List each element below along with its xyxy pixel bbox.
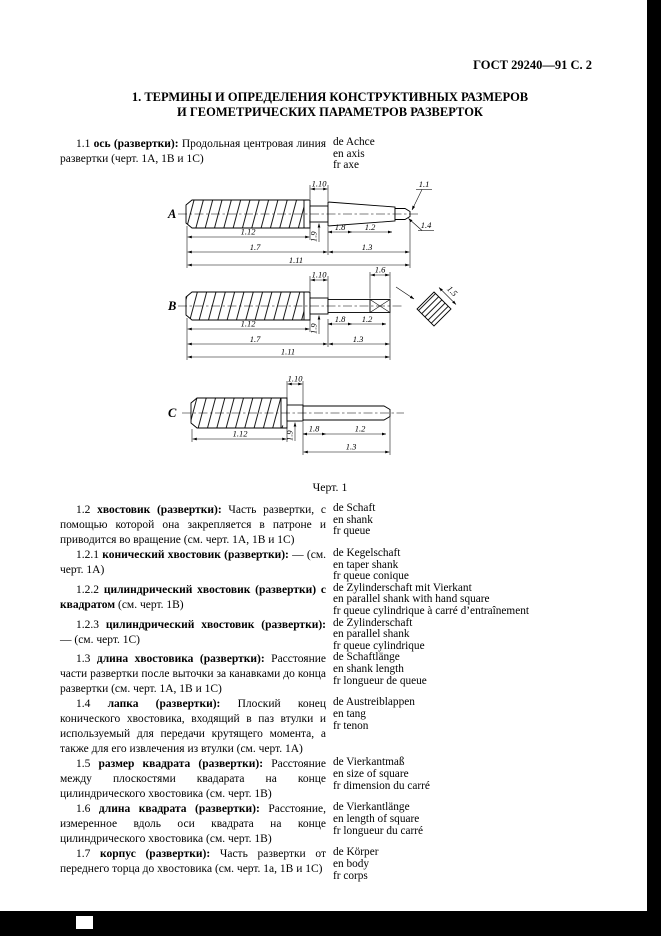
translation-fr: fr queue cylindrique à carré d’entraînement	[333, 604, 530, 617]
term-definition: — (см. черт. 1С)	[60, 633, 140, 646]
dim-b-1-2	[352, 314, 386, 324]
dim-label: 1.11	[280, 346, 296, 357]
reamer-c-plain-band	[281, 399, 286, 426]
dim-label: 1.2	[364, 222, 376, 232]
dim-label: 1.10	[311, 269, 327, 280]
dim-c-1-12	[192, 428, 287, 442]
term-translations	[333, 697, 600, 732]
term-name: хвостовик (развертки):	[97, 504, 222, 516]
scan-edge-bottom	[0, 911, 661, 936]
dim-label: 1.1	[418, 180, 430, 189]
term-translations	[333, 652, 600, 687]
dim-label: 1.12	[240, 318, 256, 329]
translation-de: de Achce	[333, 136, 375, 148]
term-definition: Расстояние части развертки после выточки за канавками до конца развертки (см. черт. 1А, 1В и 1С)	[60, 653, 326, 696]
term-definition: Расстояние между плоскостями квадарата на конце цилиндрического хвостовика (см. черт. 1В)	[60, 758, 327, 801]
dim-a-1-10	[310, 180, 328, 201]
term-definition: Продольная центровая линия развертки (черт. 1А, 1В и 1С)	[60, 138, 327, 165]
term-translations	[333, 802, 600, 837]
dim-label: 1.5	[445, 283, 460, 299]
reamer-view-b	[167, 265, 460, 361]
translation-de: de Körper	[333, 846, 379, 859]
term-name: корпус (развертки):	[100, 848, 211, 861]
term-translations	[333, 757, 600, 792]
term-name: цилиндрический хвостовик (развертки):	[105, 618, 326, 631]
term-name: лапка (развертки):	[107, 698, 221, 711]
term-translations	[333, 503, 600, 538]
dim-label: 1.2	[354, 423, 366, 434]
translation-de: de Vierkantlänge	[333, 801, 410, 814]
translation-de: de Austreiblappen	[333, 696, 415, 709]
square-section-detail	[417, 292, 451, 326]
dim-label: 1.6	[374, 264, 386, 275]
term-name: размер квадрата (развертки):	[98, 758, 264, 771]
term-text	[60, 697, 326, 757]
figure-1	[158, 180, 460, 467]
term-text	[60, 618, 326, 648]
term-text	[60, 652, 326, 697]
view-label-b: B	[168, 299, 177, 313]
term-number: 1.1	[76, 138, 91, 150]
term-definition: Плоский конец конического хвостовика, входящий в паз втулки и используемый для передачи крутящего момента, а также для его извлечения из втулки (см. черт. 1А)	[60, 698, 327, 756]
dim-label: 1.7	[249, 334, 261, 344]
dim-label: 1.9	[308, 231, 319, 242]
dim-label: 1.12	[232, 428, 248, 439]
dim-label: 1.9	[284, 430, 295, 441]
translation-en: en size of square	[333, 767, 409, 780]
dim-a-1-4	[409, 219, 435, 231]
term-text	[60, 548, 326, 578]
term-text	[60, 802, 326, 847]
translation-en: en length of square	[333, 812, 420, 825]
translation-de: de Kegelschaft	[333, 547, 401, 559]
term-definition: (см. черт. 1В)	[118, 598, 184, 611]
term-item-1-1	[60, 137, 600, 172]
dim-label: 1.12	[240, 226, 256, 237]
term-name: конический хвостовик (развертки):	[102, 549, 289, 561]
terms-list	[60, 503, 600, 882]
dim-label: 1.8	[334, 222, 346, 232]
dim-b-1-11	[188, 347, 390, 358]
dim-c-1-10	[287, 374, 303, 406]
term-item-1-4	[60, 697, 600, 757]
dim-a-1-7	[188, 227, 328, 255]
dim-label: 1.4	[420, 220, 432, 230]
dim-b-1-10	[310, 270, 328, 299]
translation-fr: fr queue cylindrique	[333, 639, 425, 652]
term-1-1-block	[60, 137, 600, 172]
term-item-1-2	[60, 503, 600, 548]
term-translations	[333, 548, 600, 583]
dim-label: 1.9	[308, 323, 319, 334]
translation-en: en parallel shank with hand square	[333, 593, 490, 606]
term-translations	[333, 583, 600, 618]
term-item-1-6	[60, 802, 600, 847]
term-number: 1.2.1	[76, 549, 99, 561]
dim-label: 1.11	[288, 255, 304, 265]
translation-fr: fr tenon	[333, 719, 369, 732]
translation-en: en body	[333, 857, 370, 870]
dim-label: 1.2	[361, 314, 373, 324]
dim-label: 1.3	[345, 441, 357, 452]
scan-edge-right	[647, 0, 661, 936]
translation-de: de Zylinderschaft mit Vierkant	[333, 581, 472, 594]
reamer-view-c	[168, 374, 404, 456]
term-name: ось (развертки):	[93, 138, 179, 150]
term-text	[60, 137, 326, 167]
translation-fr: fr queue	[333, 525, 371, 538]
term-text	[60, 847, 326, 877]
term-definition: Часть развертки от переднего торца до хвостовика (см. черт. 1а, 1В и 1С)	[60, 848, 327, 876]
dim-label: 1.10	[311, 180, 327, 189]
figure-1-drawing	[158, 180, 460, 462]
term-name: цилиндрический хвостовик (развертки) с квадратом	[60, 583, 326, 611]
dim-label: 1.8	[334, 314, 346, 324]
dim-b-1-6	[370, 265, 390, 299]
term-item-1-3	[60, 652, 600, 697]
dim-label: 1.8	[308, 423, 320, 434]
dim-label: 1.7	[249, 242, 261, 252]
term-item-1-2-1	[60, 548, 600, 583]
term-definition: — (см. черт. 1А)	[60, 549, 326, 576]
translation-fr: fr longueur de queue	[333, 674, 427, 687]
term-number: 1.2.3	[76, 618, 99, 631]
translation-fr: fr longueur du carré	[333, 824, 424, 837]
reamer-view-a	[167, 180, 434, 268]
dim-c-1-2	[326, 424, 386, 435]
dim-label: 1.3	[352, 334, 364, 344]
figure-caption: Черт. 1	[312, 480, 348, 494]
translation-en: en shank	[333, 513, 373, 526]
term-number: 1.2	[76, 504, 91, 516]
translation-en: en tang	[333, 707, 366, 720]
view-label-a: A	[168, 207, 177, 221]
translation-en: en taper shank	[333, 558, 399, 571]
term-number: 1.6	[76, 803, 91, 816]
term-text	[60, 757, 326, 802]
section-title	[60, 90, 600, 120]
section-title-line1: 1. ТЕРМИНЫ И ОПРЕДЕЛЕНИЯ КОНСТРУКТИВНЫХ РАЗМЕРОВ	[131, 90, 529, 104]
term-name: длина хвостовика (развертки):	[96, 653, 265, 666]
translation-fr: fr dimension du carré	[333, 779, 430, 792]
scan-edge-notch	[76, 916, 93, 929]
term-text	[60, 503, 326, 548]
term-item-1-2-3	[60, 618, 600, 653]
view-label-c: C	[168, 406, 177, 420]
translation-en: en parallel shank	[333, 628, 410, 641]
term-translations	[333, 137, 600, 172]
term-text	[60, 583, 326, 613]
translation-en: en axis	[333, 147, 365, 160]
term-definition: Часть развертки, с помощью которой она закрепляется в патроне и приводится во вращение (см. черт. 1А, 1В и 1С)	[60, 504, 326, 546]
translation-fr: fr corps	[333, 869, 368, 882]
section-title-line2: И ГЕОМЕТРИЧЕСКИХ ПАРАМЕТРОВ РАЗВЕРТОК	[177, 105, 483, 119]
translation-fr: fr axe	[333, 159, 360, 172]
dim-c-1-8	[303, 424, 326, 435]
term-item-1-2-2	[60, 583, 600, 618]
term-definition: Расстояние, измеренное вдоль оси квадрата на конце цилиндрического хвостовика (см. черт. 1В)	[60, 803, 327, 846]
translation-en: en shank length	[333, 662, 404, 675]
dim-a-1-11	[188, 255, 410, 265]
term-number: 1.3	[76, 653, 91, 666]
dim-b-1-8	[328, 314, 352, 324]
translation-fr: fr queue conique	[333, 570, 409, 583]
translation-de: de Schaft	[333, 502, 376, 514]
term-number: 1.5	[76, 758, 91, 771]
term-translations	[333, 847, 600, 882]
term-number: 1.2.2	[76, 583, 99, 596]
term-translations	[333, 618, 600, 653]
section-leader	[396, 287, 414, 299]
term-item-1-5	[60, 757, 600, 802]
page-header: ГОСТ 29240—91 С. 2	[473, 58, 592, 72]
term-number: 1.4	[76, 698, 91, 711]
dim-label: 1.3	[361, 242, 373, 252]
translation-de: de Schaftlänge	[333, 651, 400, 664]
dim-a-1-1	[412, 180, 432, 210]
term-item-1-7	[60, 847, 600, 882]
translation-de: de Vierkantmaß	[333, 756, 405, 769]
dim-label: 1.10	[287, 373, 303, 384]
term-number: 1.7	[76, 848, 91, 861]
dim-b-1-7	[188, 319, 328, 347]
term-name: длина квадрата (развертки):	[98, 803, 260, 816]
translation-de: de Zylinderschaft	[333, 616, 413, 629]
